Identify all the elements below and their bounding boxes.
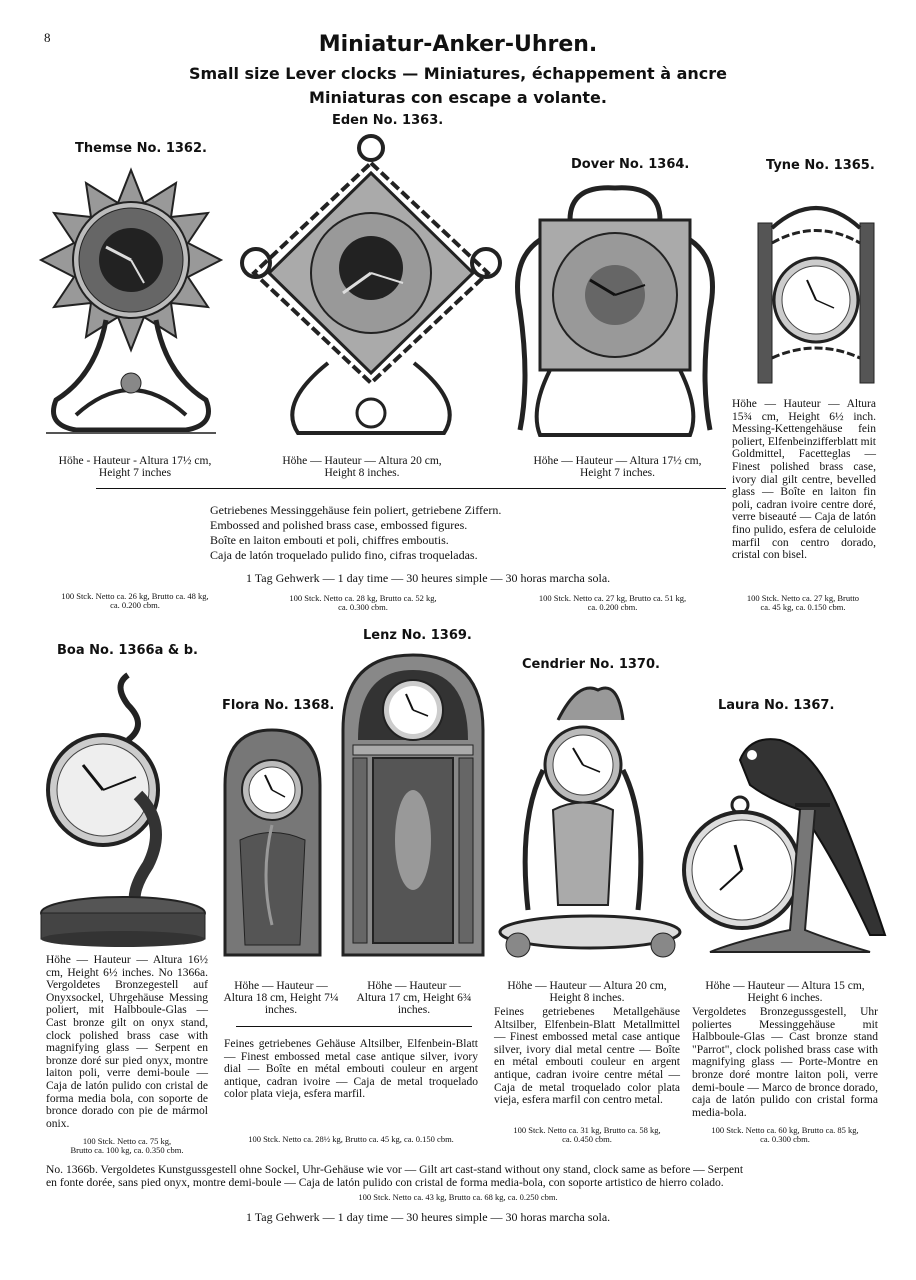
common-line-en: Embossed and polished brass case, embossed figures.	[210, 518, 468, 532]
boa-packing-volume: Brutto ca. 100 kg, ca. 0.350 cbm.	[70, 1145, 184, 1155]
flora-caption: Höhe — Hauteur — Altura 18 cm, Height 7¼ inches.	[223, 980, 339, 1016]
top-time-line: 1 Tag Gehwerk — 1 day time — 30 heures simple — 30 horas marcha sola.	[246, 571, 611, 585]
chain-clock-illustration	[752, 188, 880, 393]
diamond-clock-illustration	[238, 133, 504, 443]
cendrier-packing: 100 Stck. Netto ca. 31 kg, Brutto ca. 58 kg,	[513, 1125, 661, 1135]
common-line-es: Caja de latón troquelado pulido fino, cifras troqueladas.	[210, 548, 478, 562]
dover-packing-volume: ca. 0.200 cbm.	[587, 602, 638, 612]
themse-packing-volume: ca. 0.200 cbm.	[110, 600, 160, 610]
lenz-caption: Höhe — Hauteur — Altura 17 cm, Height 6¾ inches.	[356, 980, 472, 1016]
dover-name: Dover No. 1364.	[571, 157, 690, 172]
boa-description: Höhe — Hauteur — Altura 16½ cm, Height 6½ inches. No 1366a. Vergoldetes Bronzegestell auf Onyxsockel, Uhrgehäuse Messing poliert, mit Halbboule-Glas — Cast bronze gilt on onyx stand, clock polished brass case with magnifying glass — Serpent en bronze doré sur pied onyx, montre laiton poli, verre demi-boule — Caja de latón pulido con cristal de forma media bola, con soporte de bronce dorado con pie de mármol onix.	[46, 954, 208, 1130]
dover-caption: Höhe — Hauteur — Altura 17½ cm,	[533, 455, 702, 467]
boa-name: Boa No. 1366a & b.	[57, 643, 199, 658]
dover-caption-height: Height 7 inches.	[579, 467, 656, 479]
common-line-de: Getriebenes Messinggehäuse fein poliert, getriebene Ziffern.	[210, 503, 502, 517]
cendrier-packing-volume: ca. 0.450 cbm.	[562, 1134, 612, 1144]
square-clock-illustration	[510, 180, 720, 445]
tyne-description: Höhe — Hauteur — Altura 15¾ cm, Height 6½ inch. Messing-Kettengehäuse fein poliert, Elfenbeinzifferblatt mit Goldmittel, Facetteglas — Finest polished brass case, ivory dial gilt centre, bevelled glass — Boîte en laiton fin poli, cadran ivoire centre doré, verre biseauté — Caja de latón fino pulido, esfera de celuloide marfil con centro dorado, cristal con bisel.	[732, 398, 876, 562]
subtitle-es: Miniaturas con escape a volante.	[309, 88, 607, 107]
lenz-clock-illustration	[338, 650, 488, 962]
eden-name: Eden No. 1363.	[332, 113, 444, 128]
cendrier-caption-height: Height 8 inches.	[549, 992, 625, 1004]
top-divider	[96, 488, 726, 489]
laura-packing: 100 Stck. Netto ca. 60 kg, Brutto ca. 85 kg,	[711, 1125, 859, 1135]
footer-packing: 100 Stck. Netto ca. 43 kg, Brutto ca. 68 kg, ca. 0.250 cbm.	[358, 1192, 558, 1202]
footer-1366b-line1: No. 1366b. Vergoldetes Kunstgussgestell ohne Sockel, Uhr-Gehäuse wie vor — Gilt art cast-stand without ony stand, clock same as before — Serpent	[46, 1163, 744, 1176]
common-line-fr: Boîte en laiton embouti et poli, chiffres emboutis.	[210, 533, 449, 547]
page-title: Miniatur-Anker-Uhren.	[318, 32, 598, 57]
eden-packing: 100 Stck. Netto ca. 28 kg, Brutto ca. 52 kg,	[289, 593, 437, 603]
cendrier-caption: Höhe — Hauteur — Altura 20 cm,	[507, 980, 667, 992]
footer-time-line: 1 Tag Gehwerk — 1 day time — 30 heures simple — 30 horas marcha sola.	[246, 1210, 611, 1224]
laura-packing-volume: ca. 0.300 cbm.	[760, 1134, 810, 1144]
tyne-name: Tyne No. 1365.	[766, 158, 875, 173]
flora-lenz-divider	[236, 1026, 472, 1027]
tyne-packing: 100 Stck. Netto ca. 27 kg, Brutto	[746, 593, 860, 603]
flora-clock-illustration	[215, 725, 330, 965]
laura-caption: Höhe — Hauteur — Altura 15 cm,	[705, 980, 865, 992]
snake-clock-illustration	[28, 665, 213, 950]
sun-clock-illustration	[36, 165, 226, 440]
laura-name: Laura No. 1367.	[718, 698, 835, 713]
lenz-name: Lenz No. 1369.	[363, 628, 472, 643]
eden-caption: Höhe — Hauteur — Altura 20 cm,	[282, 455, 442, 467]
subtitle-en-fr: Small size Lever clocks — Miniatures, échappement à ancre	[188, 64, 728, 83]
dover-packing: 100 Stck. Netto ca. 27 kg, Brutto ca. 51 kg,	[538, 593, 687, 603]
themse-caption: Höhe - Hauteur - Altura 17½ cm,	[58, 455, 212, 467]
flora-lenz-packing: 100 Stck. Netto ca. 28½ kg, Brutto ca. 45 kg, ca. 0.150 cbm.	[248, 1134, 454, 1144]
eden-packing-volume: ca. 0.300 cbm.	[338, 602, 388, 612]
themse-caption-height: Height 7 inches	[98, 467, 172, 479]
footer-1366b-line2: en fonte dorée, sans pied onyx, montre demi-boule — Caja de latón pulido con cristal de forma media-bola, con soporte artistico de hierro colado.	[46, 1176, 724, 1189]
laura-caption-height: Height 6 inches.	[747, 992, 823, 1004]
themse-name: Themse No. 1362.	[75, 141, 207, 156]
eden-caption-height: Height 8 inches.	[324, 467, 400, 479]
themse-packing: 100 Stck. Netto ca. 26 kg, Brutto ca. 48 kg,	[61, 591, 209, 601]
flora-lenz-description: Feines getriebenes Gehäuse Altsilber, Elfenbein-Blatt — Finest embossed metal case antique silver, ivory dial — Boîte en métal embouti couleur en argent antique, cadran ivoire — Caja de metal troquelado color plata vieja, esfera marfil.	[224, 1038, 478, 1101]
tyne-packing-volume: ca. 45 kg, ca. 0.150 cbm.	[760, 602, 846, 612]
flora-name: Flora No. 1368.	[222, 698, 335, 713]
laura-description: Vergoldetes Bronzegussgestell, Uhr poliertes Messinggehäuse mit Halbboule-Glas — Cast bronze stand "Parrot", clock polished brass case with magnifying glass — Porte-Montre en bronze doré montre laiton poli, verre demi-boule — Marco de bronce dorado, caja de latón pulido con cristal forma media-bola.	[692, 1006, 878, 1119]
boa-packing: 100 Stck. Netto ca. 75 kg,	[82, 1136, 172, 1146]
page-number: 8	[44, 30, 51, 45]
ashtray-clock-illustration	[498, 680, 683, 970]
cendrier-description: Feines getriebenes Metallgehäuse Altsilber, Elfenbein-Blatt Metallmittel — Finest embossed metal case antique silver, ivory dial metal centre — Boîte en métal embouti couleur en argent antique, cadran ivoire centre métal — Caja de metal troquelado color plata vieja, esfera marfil con centro metal.	[494, 1006, 680, 1107]
parrot-clock-illustration	[680, 730, 890, 965]
cendrier-name: Cendrier No. 1370.	[522, 657, 660, 672]
